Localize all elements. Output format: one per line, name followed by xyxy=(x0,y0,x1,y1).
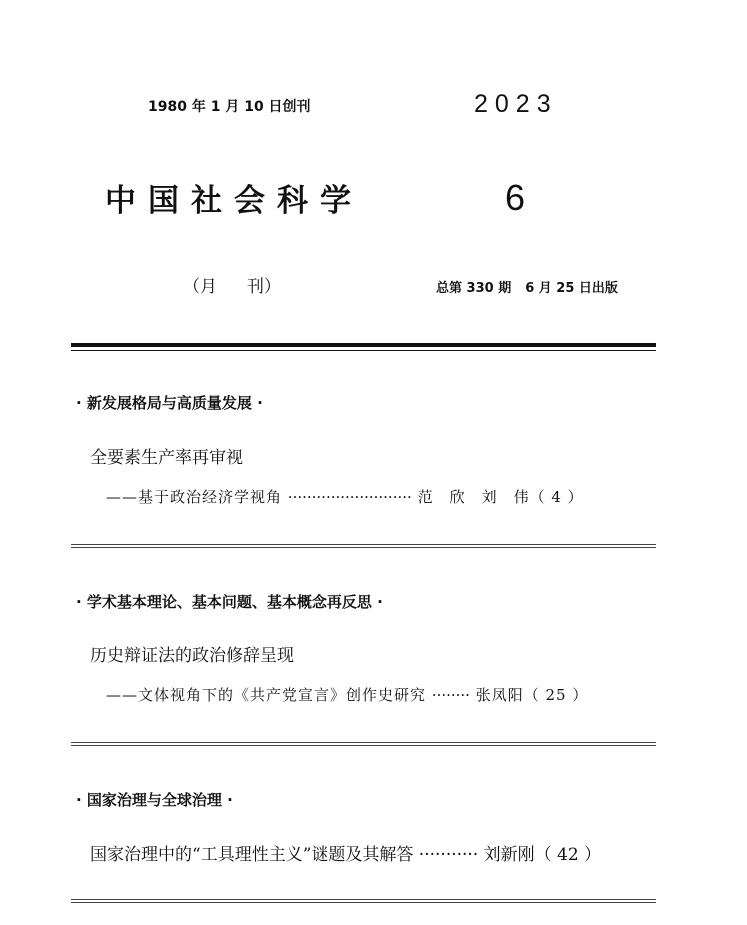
article-subtitle: ——文体视角下的《共产党宣言》创作史研究 xyxy=(106,686,427,704)
section-divider xyxy=(71,742,656,746)
article-authors: 刘新刚 xyxy=(483,845,535,865)
page-number: （ 25 ） xyxy=(523,686,589,704)
masthead-rule-thin xyxy=(71,350,656,351)
frequency xyxy=(183,272,281,297)
publication-year: 2023 xyxy=(474,90,558,118)
article-subtitle-line[interactable] xyxy=(106,486,584,507)
article-subtitle: ——基于政治经济学视角 xyxy=(106,488,283,506)
frequency-open: （月 xyxy=(183,277,217,297)
section-heading: · 学术基本理论、基本问题、基本概念再反思 · xyxy=(76,593,383,611)
dot-leader: ········ xyxy=(431,686,470,704)
section-heading: · 国家治理与全球治理 · xyxy=(76,791,233,809)
total-issue: 总第 330 期 xyxy=(436,281,512,296)
article-title[interactable]: 历史辩证法的政治修辞呈现 xyxy=(90,646,294,666)
page-number: （ 42 ） xyxy=(534,845,602,865)
article-authors: 范 欣 刘 伟 xyxy=(417,488,530,506)
article-title: 国家治理中的“工具理性主义”谜题及其解答 xyxy=(90,845,414,865)
issue-info xyxy=(436,277,618,296)
article-line[interactable] xyxy=(90,840,601,865)
section-divider xyxy=(71,544,656,548)
masthead-rule-thick xyxy=(71,343,656,347)
journal-title: 中国社会科学 xyxy=(105,183,363,219)
page-number: （ 4 ） xyxy=(529,488,584,506)
article-subtitle-line[interactable] xyxy=(106,684,588,705)
founding-date: 1980 年 1 月 10 日创刊 xyxy=(148,99,311,115)
dot-leader: ·························· xyxy=(287,488,412,506)
dot-leader: ··········· xyxy=(418,845,479,865)
frequency-close: 刊） xyxy=(247,277,281,297)
section-divider xyxy=(71,899,656,903)
section-heading: · 新发展格局与高质量发展 · xyxy=(76,394,263,412)
issue-number: 6 xyxy=(505,177,526,218)
publication-date: 6 月 25 日出版 xyxy=(525,281,618,296)
article-authors: 张凤阳 xyxy=(475,686,524,704)
article-title[interactable]: 全要素生产率再审视 xyxy=(90,448,243,468)
